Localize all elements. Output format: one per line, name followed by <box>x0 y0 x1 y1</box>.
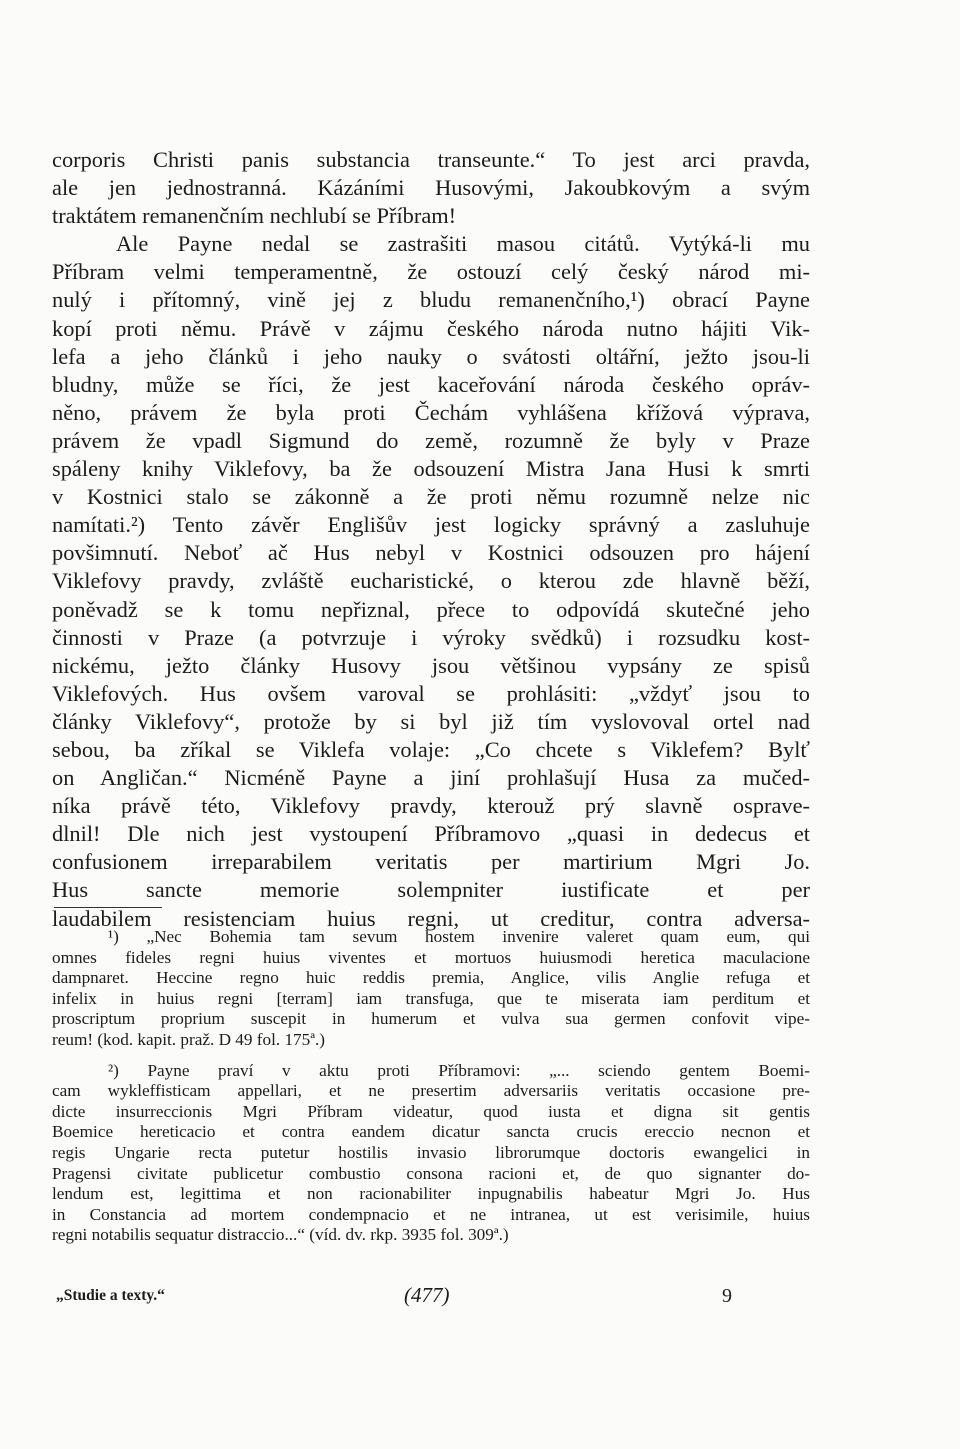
text-line: poněvadž se k tomu nepřiznal, přece to odpovídá skutečné jeho <box>52 596 810 622</box>
text-line: Viklefových. Hus ovšem varoval se prohlásiti: „vždyť jsou to <box>52 680 810 706</box>
text-line: traktátem remanenčním nechlubí se Příbram! <box>52 203 457 229</box>
series-title: „Studie a texty.“ <box>56 1287 165 1304</box>
text-line: Hus sancte memorie solempniter iustificate et per <box>52 877 810 903</box>
footnote-line: regni notabilis sequatur distraccio...“ (víd. dv. rkp. 3935 fol. 309ª.) <box>52 1225 509 1245</box>
footnotes <box>52 927 810 1256</box>
text-line: nulý i přítomný, vině jej z bludu remanenčního,¹) obrací Payne <box>52 287 810 313</box>
page-footer <box>0 1285 960 1309</box>
footnote-line: dampnaret. Heccine regno huic reddis premia, Anglice, vilis Anglie refuga et <box>52 968 810 988</box>
text-line: v Kostnici stalo se zákonně a že proti němu rozumně nelze nic <box>52 484 810 510</box>
sheet-number: 9 <box>722 1285 732 1307</box>
text-line: nickému, ježto články Husovy jsou většinou vypsány ze spisů <box>52 652 810 678</box>
footnote <box>52 1061 810 1246</box>
footnote <box>52 927 810 1051</box>
footnote-line: proscriptum proprium suscepit in humerum et vulva sua germen confovit vipe- <box>52 1009 810 1029</box>
text-line: dlnil! Dle nich jest vystoupení Příbramovo „quasi in dedecus et <box>52 821 810 847</box>
text-line: Viklefovy pravdy, zvláště eucharistické, o kterou zde hlavně běží, <box>52 568 810 594</box>
text-line: články Viklefovy“, protože by si byl již tím vyslovoval ortel nad <box>52 708 810 734</box>
footnote-line: lendum est, legittima et non racionabiliter inpugnabilis habeatur Mgri Jo. Hus <box>52 1184 810 1204</box>
footnote-line: cam wykleffisticam appellari, et ne presertim adversariis veritatis occasione pre- <box>52 1081 810 1101</box>
text-line: povšimnutí. Neboť ač Hus nebyl v Kostnici odsouzen pro hájení <box>52 540 810 566</box>
printed-page-number: (477) <box>404 1283 450 1307</box>
text-line: bludny, může se říci, že jest kaceřování národa českého opráv- <box>52 371 810 397</box>
text-line: lefa a jeho článků i jeho nauky o svátosti oltářní, ježto jsou-li <box>52 343 810 369</box>
text-line: on Angličan.“ Nicméně Payne a jiní prohlašují Husa za mučed- <box>52 765 810 791</box>
footnote-line: Boemice hereticacio et contra eandem dicatur sancta crucis ereccio necnon et <box>52 1122 810 1142</box>
text-line: ale jen jednostranná. Kázáními Husovými, Jakoubkovým a svým <box>52 175 810 201</box>
text-line: confusionem irreparabilem veritatis per martirium Mgri Jo. <box>52 849 810 875</box>
footnote-line: regis Ungarie recta putetur hostilis invasio librorumque doctoris ewangelici in <box>52 1142 810 1162</box>
footnote-line: in Constancia ad mortem condempnacio et ne intranea, ut est verisimile, huius <box>52 1204 810 1224</box>
footnote-line: infelix in huius regni [terram] iam transfuga, que te miserata iam perditum et <box>52 988 810 1008</box>
text-line: Příbram velmi temperamentně, že ostouzí celý český národ mi- <box>52 259 810 285</box>
footnote-line: Pragensi civitate publicetur combustio consona racioni et, de quo signanter do- <box>52 1163 810 1183</box>
footnote-line: omnes fideles regni huius viventes et mortuos huiusmodi heretica maculacione <box>52 947 810 967</box>
footnote-line: dicte insurreccionis Mgri Příbram videatur, quod iusta et digna sit gentis <box>52 1101 810 1121</box>
text-line: spáleny knihy Viklefovy, ba že odsouzení Mistra Jana Husi k smrti <box>52 456 810 482</box>
text-line: něno, právem že byla proti Čechám vyhlášena křížová výprava, <box>52 399 810 425</box>
main-text <box>52 146 810 933</box>
text-line: kopí proti němu. Právě v zájmu českého národa nutno hájiti Vik- <box>52 315 810 341</box>
text-line: corporis Christi panis substancia transeunte.“ To jest arci pravda, <box>52 147 810 172</box>
text-line: činnosti v Praze (a potvrzuje i výroky svědků) i rozsudku kost- <box>52 624 810 650</box>
text-line: níka právě této, Viklefovy pravdy, kterouž prý slavně osprave- <box>52 793 810 819</box>
footnote-line: ¹) „Nec Bohemia tam sevum hostem invenire valeret quam eum, qui <box>108 927 810 946</box>
text-line: namítati.²) Tento závěr Englišův jest logicky správný a zasluhuje <box>52 512 810 538</box>
footnote-line: ²) Payne praví v aktu proti Příbramovi: „... sciendo gentem Boemi- <box>108 1060 810 1080</box>
text-line: Ale Payne nedal se zastrašiti masou citátů. Vytýká-li mu <box>116 231 810 257</box>
footnote-line: reum! (kod. kapit. praž. D 49 fol. 175ª.) <box>52 1029 325 1049</box>
text-line: právem že vpadl Sigmund do země, rozumně že byly v Praze <box>52 427 810 453</box>
text-line: laudabilem resistenciam huius regni, ut creditur, contra adversa- <box>52 905 810 931</box>
text-line: sebou, ba zříkal se Viklefa volaje: „Co chcete s Viklefem? Bylť <box>52 736 810 762</box>
footnote-separator <box>54 907 162 908</box>
